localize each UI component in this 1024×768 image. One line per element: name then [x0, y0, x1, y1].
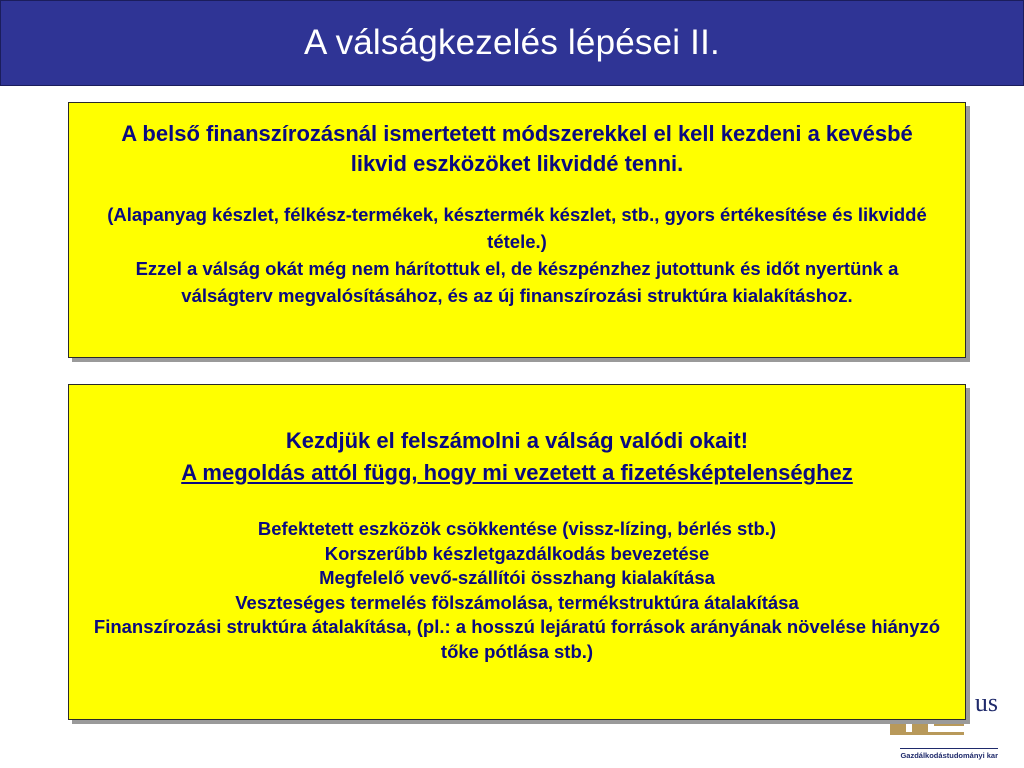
box1-example-text: (Alapanyag készlet, félkész-termékek, késztermék készlet, stb., gyors értékesítése és likviddé tétele.) — [107, 204, 927, 252]
measure-item: Veszteséges termelés fölszámolása, termékstruktúra átalakítása — [235, 591, 799, 613]
measure-item: Befektetett eszközök csökkentése (vissz-lízing, bérlés stb.) — [257, 518, 777, 539]
logo-caption: Gazdálkodástudományi kar — [900, 748, 998, 760]
logo-wordmark: us — [974, 688, 998, 717]
box2-subheading: A megoldás attól függ, hogy mi vezetett a fizetésképtelenséghez — [181, 460, 853, 485]
box1-lead-text: A belső finanszírozásnál ismertetett módszerekkel el kell kezdeni a kevésbé likvid eszközöket likviddé tenni. — [121, 121, 913, 176]
measure-item: Megfelelő vevő-szállítói összhang kialakítása — [319, 567, 715, 588]
box2-heading: Kezdjük el felszámolni a válság valódi okait! — [285, 428, 749, 453]
measure-item: Korszerűbb készletgazdálkodás bevezetése — [324, 542, 710, 564]
title-bar — [0, 0, 1024, 86]
measure-item: Finanszírozási struktúra átalakítása, (pl.: a hosszú lejáratú források arányának növelése hiányzó tőke pótlása stb.) — [93, 616, 941, 662]
slide-title: A válságkezelés lépései II. — [304, 23, 720, 62]
info-box-liquidity — [68, 102, 966, 358]
info-box-root-causes — [68, 384, 966, 720]
box1-conclusion-text: Ezzel a válság okát még nem hárítottuk el, de készpénzhez jutottunk és időt nyertünk a válságterv megvalósításához, és az új finanszírozási struktúra kialakításhoz. — [135, 258, 899, 306]
